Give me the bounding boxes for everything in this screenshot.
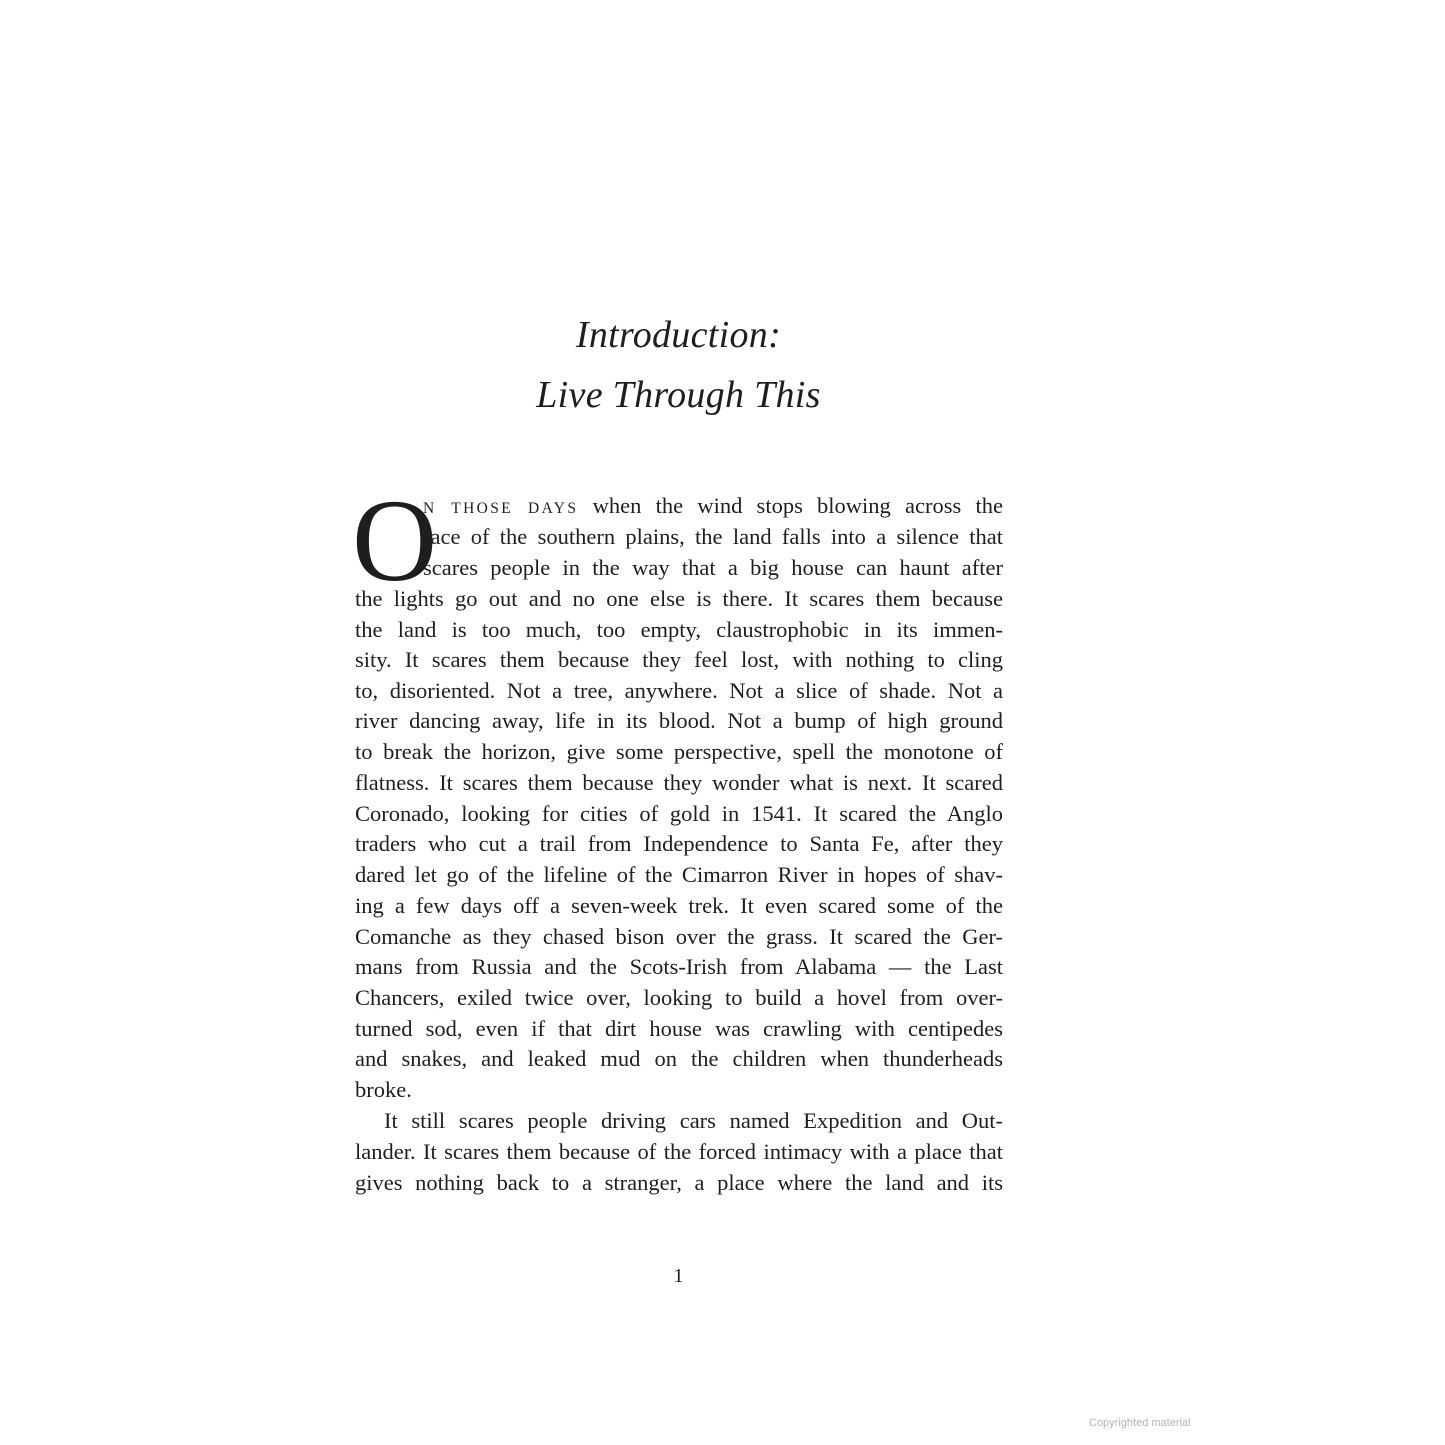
body-line-3: scares people in the way that a big house can haunt after: [423, 555, 1003, 580]
chapter-title-line-2: Live Through This: [536, 374, 821, 416]
body-line-14: ing a few days off a seven-week trek. It even scared some of the: [355, 893, 1003, 918]
body-line-8: river dancing away, life in its blood. Not a bump of high ground: [355, 708, 1003, 733]
body-line-4: the lights go out and no one else is there. It scares them because: [355, 586, 1003, 611]
body-line-18: turned sod, even if that dirt house was crawling with centipedes: [355, 1016, 1003, 1041]
body-line-5: the land is too much, too empty, claustrophobic in its immen-: [355, 617, 1003, 642]
body-line-15: Comanche as they chased bison over the grass. It scared the Ger-: [355, 924, 1003, 949]
para2-line-2: lander. It scares them because of the forced intimacy with a place that: [355, 1139, 1003, 1164]
page-number: 1: [673, 1265, 684, 1287]
drop-cap: O: [352, 475, 438, 606]
body-line-16: mans from Russia and the Scots-Irish from Alabama — the Last: [355, 954, 1003, 979]
body-line-13: dared let go of the lifeline of the Cimarron River in hopes of shav-: [355, 862, 1003, 887]
body-line-20: broke.: [355, 1077, 412, 1102]
lead-in-small-caps: N THOSE DAYS: [423, 500, 579, 517]
copyright-watermark: Copyrighted material: [1089, 1417, 1191, 1429]
body-line-1: [423, 490, 1003, 521]
body-line-7: to, disoriented. Not a tree, anywhere. Not a slice of shade. Not a: [355, 678, 1003, 703]
para2-line-3: gives nothing back to a stranger, a place where the land and its: [355, 1170, 1003, 1195]
body-line-12: traders who cut a trail from Independence to Santa Fe, after they: [355, 831, 1003, 856]
body-line-11: Coronado, looking for cities of gold in 1541. It scared the Anglo: [355, 801, 1003, 826]
body-line-6: sity. It scares them because they feel lost, with nothing to cling: [355, 647, 1003, 672]
chapter-title-line-1: Introduction:: [575, 314, 782, 356]
first-line-text: when the wind stops blowing across the: [592, 493, 1003, 518]
para2-line-1: It still scares people driving cars named Expedition and Out-: [384, 1108, 1003, 1133]
body-line-19: and snakes, and leaked mud on the children when thunderheads: [355, 1046, 1003, 1071]
body-line-10: flatness. It scares them because they wonder what is next. It scared: [355, 770, 1003, 795]
body-line-17: Chancers, exiled twice over, looking to build a hovel from over-: [355, 985, 1003, 1010]
body-line-9: to break the horizon, give some perspective, spell the monotone of: [355, 739, 1003, 764]
body-line-2: face of the southern plains, the land falls into a silence that: [423, 524, 1003, 549]
